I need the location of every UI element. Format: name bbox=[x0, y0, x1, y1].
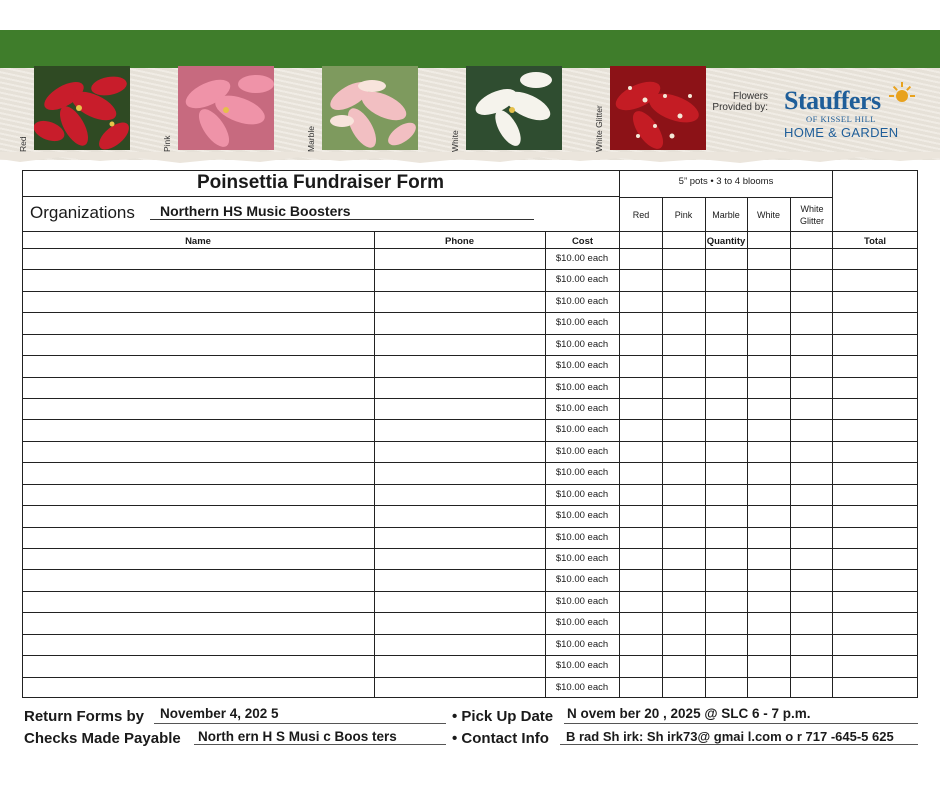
col-cost: Cost bbox=[571, 236, 594, 247]
cost-cell: $10.00 each bbox=[555, 532, 609, 543]
cost-cell: $10.00 each bbox=[555, 489, 609, 500]
grid-line bbox=[747, 197, 748, 698]
col-total: Total bbox=[864, 236, 886, 247]
cost-cell: $10.00 each bbox=[555, 360, 609, 371]
contact-info-line bbox=[560, 744, 918, 745]
cost-cell: $10.00 each bbox=[555, 382, 609, 393]
cost-cell: $10.00 each bbox=[555, 682, 609, 693]
form-title: Poinsettia Fundraiser Form bbox=[196, 172, 445, 193]
contact-info-value[interactable]: B rad Sh irk: Sh irk73@ gmai l.com o r 717 -645-5 625 bbox=[566, 729, 894, 744]
swatch-red bbox=[18, 66, 130, 152]
cost-cell: $10.00 each bbox=[555, 424, 609, 435]
grid-line bbox=[22, 655, 918, 656]
grid-line bbox=[22, 441, 918, 442]
cost-cell: $10.00 each bbox=[555, 467, 609, 478]
cost-cell: $10.00 each bbox=[555, 596, 609, 607]
grid-line bbox=[22, 612, 918, 613]
grid-line bbox=[22, 505, 918, 506]
col-quantity: Quantity bbox=[706, 236, 746, 247]
cost-cell: $10.00 each bbox=[555, 639, 609, 650]
cost-cell: $10.00 each bbox=[555, 446, 609, 457]
cost-cell: $10.00 each bbox=[555, 296, 609, 307]
grid-line bbox=[22, 548, 918, 549]
checks-payable-label: Checks Made Payable bbox=[24, 730, 181, 747]
grid-line bbox=[22, 248, 918, 249]
cost-cell: $10.00 each bbox=[555, 317, 609, 328]
cost-cell: $10.00 each bbox=[555, 553, 609, 564]
organization-value[interactable]: Northern HS Music Boosters bbox=[160, 203, 351, 219]
logo-name: Stauffers bbox=[784, 86, 881, 115]
pots-note: 5” pots • 3 to 4 blooms bbox=[678, 176, 774, 187]
checks-payable-value[interactable]: North ern H S Musi c Boos ters bbox=[198, 729, 397, 744]
sun-icon bbox=[888, 82, 916, 104]
grid-line bbox=[22, 462, 918, 463]
col-name: Name bbox=[185, 236, 211, 247]
grid-line bbox=[22, 269, 918, 270]
grid-line bbox=[22, 291, 918, 292]
torn-edge bbox=[0, 152, 940, 166]
grid-line bbox=[374, 231, 375, 698]
stauffers-logo bbox=[780, 86, 920, 146]
pickup-date-label: • Pick Up Date bbox=[452, 708, 554, 725]
cost-cell: $10.00 each bbox=[555, 339, 609, 350]
grid-line bbox=[22, 377, 918, 378]
swatch-label: Pink bbox=[162, 135, 172, 152]
grid-line bbox=[705, 197, 706, 698]
grid-line bbox=[22, 419, 918, 420]
grid-line bbox=[22, 334, 918, 335]
qty-col-marble: Marble bbox=[712, 210, 740, 220]
pickup-date-line bbox=[564, 723, 918, 724]
cost-cell: $10.00 each bbox=[555, 510, 609, 521]
qty-col-white-glitter: White Glitter bbox=[799, 204, 824, 226]
grid-line bbox=[22, 398, 918, 399]
col-phone: Phone bbox=[444, 236, 475, 247]
grid-line bbox=[22, 312, 918, 313]
return-forms-line bbox=[154, 723, 446, 724]
grid-line bbox=[832, 170, 833, 698]
swatch-label: White bbox=[450, 130, 460, 152]
swatch-label: White Glitter bbox=[594, 105, 604, 152]
cost-cell: $10.00 each bbox=[555, 253, 609, 264]
contact-info-label: • Contact Info bbox=[452, 730, 549, 747]
cost-cell: $10.00 each bbox=[555, 660, 609, 671]
grid-line bbox=[22, 484, 918, 485]
swatch-pink bbox=[162, 66, 274, 152]
logo-tagline: HOME & GARDEN bbox=[784, 125, 899, 140]
swatch-label: Marble bbox=[306, 126, 316, 152]
return-forms-value[interactable]: November 4, 202 5 bbox=[160, 706, 279, 721]
grid-line bbox=[22, 527, 918, 528]
grid-line bbox=[22, 231, 918, 232]
return-forms-label: Return Forms by bbox=[24, 708, 145, 725]
grid-line bbox=[22, 569, 918, 570]
qty-col-red: Red bbox=[632, 210, 650, 220]
provided-by-text: Flowers Provided by: bbox=[712, 91, 768, 113]
grid-line bbox=[620, 197, 832, 198]
cost-cell: $10.00 each bbox=[555, 274, 609, 285]
cost-cell: $10.00 each bbox=[555, 403, 609, 414]
grid-line bbox=[22, 355, 918, 356]
pickup-date-value[interactable]: N ovem ber 20 , 2025 @ SLC 6 - 7 p.m. bbox=[567, 706, 811, 721]
grid-line bbox=[22, 634, 918, 635]
swatch-label: Red bbox=[18, 136, 28, 152]
grid-line bbox=[790, 197, 791, 698]
swatch-white bbox=[450, 66, 562, 152]
qty-col-pink: Pink bbox=[674, 210, 693, 220]
swatch-marble bbox=[306, 66, 418, 152]
grid-line bbox=[22, 196, 620, 197]
organization-label: Organizations bbox=[30, 203, 135, 222]
cost-cell: $10.00 each bbox=[555, 617, 609, 628]
organization-underline bbox=[150, 219, 534, 220]
grid-line bbox=[662, 197, 663, 698]
logo-sub: OF KISSEL HILL bbox=[806, 114, 876, 124]
grid-line bbox=[619, 170, 620, 698]
grid-line bbox=[22, 591, 918, 592]
checks-payable-line bbox=[194, 744, 446, 745]
cost-cell: $10.00 each bbox=[555, 574, 609, 585]
order-form-table bbox=[22, 170, 918, 698]
grid-line bbox=[22, 677, 918, 678]
qty-col-white: White bbox=[756, 210, 780, 220]
swatch-white-glitter bbox=[594, 66, 706, 152]
